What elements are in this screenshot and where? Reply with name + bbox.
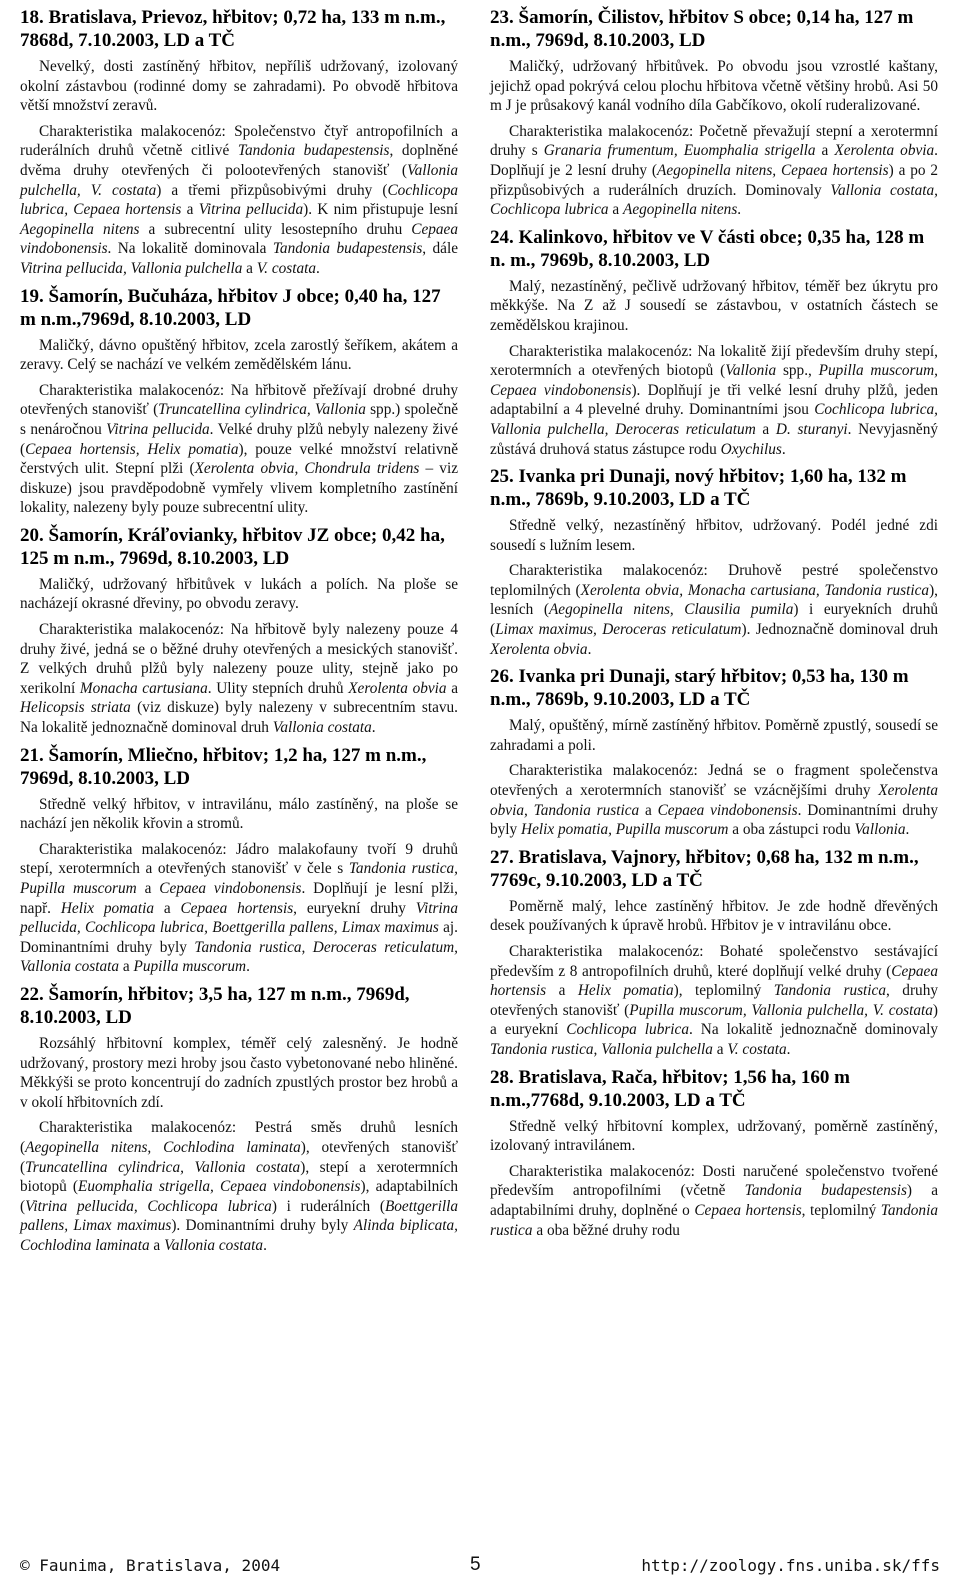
- locality-description: Malý, opuštěný, mírně zastíněný hřbitov. Poměrně zpustlý, sousedí se zahradami a poli.: [490, 717, 938, 754]
- malacocenosis-characteristics: Charakteristika malakocenóz: Pestrá směs druhů lesních (Aegopinella nitens, Cochlodina laminata), otevřených stanovišť (Truncatellina cylindrica, Vallonia costata), stepí a xerotermních biotopů (Euomphalia strigella, Cepaea vindobonensis), adaptabilních (Vitrina pellucida, Cochlicopa lubrica) i ruderálních (Boettgerilla pallens, Limax maximus). Dominantními druhy byly Alinda biplicata, Cochlodina laminata a Vallonia costata.: [20, 1119, 459, 1254]
- locality-section-19: [20, 285, 458, 518]
- locality-heading: 23. Šamorín, Čilistov, hřbitov S obce; 0,14 ha, 127 m n.m., 7969d, 8.10.2003, LD: [490, 7, 914, 51]
- malacocenosis-characteristics: Charakteristika malakocenóz: Společenstvo čtyř antropofilních a ruderálních druhů včetně citlivé Tandonia budapestensis, doplněné dvěma druhy otevřených či polootevřených stanovišť (Vallonia pulchella, V. costata) a třemi přizpůsobivými druhy (Cochlicopa lubrica, Cepaea hortensis a Vitrina pellucida). K nim přistupuje lesní Aegopinella nitens a subrecentní ulity lesostepního druhu Cepaea vindobonensis. Na lokalitě dominovala Tandonia budapestensis, dále Vitrina pellucida, Vallonia pulchella a V. costata.: [20, 122, 458, 277]
- locality-section-21: [20, 744, 458, 977]
- malacocenosis-characteristics: Charakteristika malakocenóz: Na lokalitě žijí především druhy stepí, xerotermních a otevřených biotopů (Vallonia spp., Pupilla muscorum, Cepaea vindobonensis). Doplňují je tři velké lesní druhy plžů, jeden adaptabilní a 4 plevelné druhy. Dominantními jsou Cochlicopa lubrica, Vallonia pulchella, Deroceras reticulatum a D. sturanyi. Nevyjasněný zůstává druhová status zástupce rodu Oxychilus.: [490, 342, 938, 458]
- locality-heading: 24. Kalinkovo, hřbitov ve V části obce; 0,35 ha, 128 m n. m., 7969b, 8.10.2003, LD: [490, 226, 925, 271]
- malacocenosis-characteristics: Charakteristika malakocenóz: Na hřbitově byly nalezeny pouze 4 druhy živé, jedná se o běžné druhy otevřených a mesických stanovišť. Z velkých druhů plžů byly nalezeny pouze ulity, stejně jako po xerikolní Monacha cartusiana. Ulity stepních druhů Xerolenta obvia a Helicopsis striata (viz diskuze) byly nalezeny v subrecentním stavu. Na lokalitě jednoznačně dominoval druh Vallonia costata.: [20, 621, 459, 737]
- locality-description: Maličký, udržovaný hřbitůvek. Po obvodu jsou vzrostlé kaštany, jejichž opad pokrývá celou plochu hřbitova včetně většiny hrobů. Asi 50 m J je průsakový kanál vodního díla Gabčíkovo, okolí ruderalizované.: [490, 58, 938, 115]
- locality-heading: 27. Bratislava, Vajnory, hřbitov; 0,68 ha, 132 m n.m., 7769c, 9.10.2003, LD a TČ: [490, 846, 919, 891]
- malacocenosis-characteristics: Charakteristika malakocenóz: Dosti naručené společenstvo tvořené především antropofilními (včetně Tandonia budapestensis) a adaptabilními druhy, doplněné o Cepaea hortensis, teplomilný Tandonia rustica a oba běžné druhy rodu: [490, 1162, 938, 1239]
- locality-heading: 18. Bratislava, Prievoz, hřbitov; 0,72 ha, 133 m n.m., 7868d, 7.10.2003, LD a TČ: [20, 7, 446, 51]
- left-column: [20, 6, 458, 1262]
- right-column: [490, 6, 938, 1246]
- locality-description: Poměrně malý, lehce zastíněný hřbitov. Je zde hodně dřevěných desek používaných k úpravě hrobů. Hřbitov je v intravilánu obce.: [490, 897, 938, 935]
- locality-heading: 26. Ivanka pri Dunaji, starý hřbitov; 0,53 ha, 130 m n.m., 7869b, 9.10.2003, LD a TČ: [490, 666, 909, 711]
- locality-heading: 20. Šamorín, Kráľovianky, hřbitov JZ obce; 0,42 ha, 125 m n.m., 7969d, 8.10.2003, LD: [20, 524, 445, 569]
- locality-section-28: [490, 1066, 938, 1241]
- locality-heading: 21. Šamorín, Mliečno, hřbitov; 1,2 ha, 127 m n.m., 7969d, 8.10.2003, LD: [20, 744, 427, 789]
- page-number: 5: [470, 1554, 481, 1575]
- locality-description: Středně velký hřbitov, v intravilánu, málo zastíněný, na ploše se nachází jen několik křovin a stromů.: [20, 795, 458, 833]
- locality-description: Středně velký hřbitovní komplex, udržovaný, poměrně zastíněný, izolovaný intravilánem.: [490, 1117, 938, 1155]
- footer-copyright: © Faunima, Bratislava, 2004: [20, 1556, 281, 1575]
- locality-heading: 25. Ivanka pri Dunaji, nový hřbitov; 1,60 ha, 132 m n.m., 7869b, 9.10.2003, LD a TČ: [490, 466, 907, 511]
- locality-section-27: [490, 846, 938, 1060]
- malacocenosis-characteristics: Charakteristika malakocenóz: Početně převažují stepní a xerotermní druhy s Granaria frumentum, Euomphalia strigella a Xerolenta obvia. Doplňují je 2 lesní druhy (Aegopinella nitens, Cepaea hortensis) a po 2 přizpůsobivých a ruderálních druzích. Dominovaly Vallonia costata, Cochlicopa lubrica a Aegopinella nitens.: [490, 122, 939, 219]
- malacocenosis-characteristics: Charakteristika malakocenóz: Bohaté společenstvo sestávající především z 8 antropofilních druhů, které doplňují velké druhy (Cepaea hortensis a Helix pomatia), teplomilný Tandonia rustica, druhy otevřených stanovišť (Pupilla muscorum, Vallonia pulchella, V. costata) a euryekní Cochlicopa lubrica. Na lokalitě jednoznačně dominovaly Tandonia rustica, Vallonia pulchella a V. costata.: [490, 943, 938, 1058]
- locality-heading: 28. Bratislava, Rača, hřbitov; 1,56 ha, 160 m n.m.,7768d, 9.10.2003, LD a TČ: [490, 1066, 850, 1111]
- malacocenosis-characteristics: Charakteristika malakocenóz: Jádro malakofauny tvoří 9 druhů stepí, xerotermních a otevřených stanovišť v čele s Tandonia rustica, Pupilla muscorum a Cepaea vindobonensis. Doplňují je lesní plži, např. Helix pomatia a Cepaea hortensis, euryekní druhy Vitrina pellucida, Cochlicopa lubrica, Boettgerilla pallens, Limax maximus aj. Dominantními druhy byly Tandonia rustica, Deroceras reticulatum, Vallonia costata a Pupilla muscorum.: [20, 840, 459, 976]
- locality-section-26: [490, 665, 938, 840]
- locality-heading: 22. Šamorín, hřbitov; 3,5 ha, 127 m n.m., 7969d, 8.10.2003, LD: [20, 983, 410, 1028]
- malacocenosis-characteristics: Charakteristika malakocenóz: Na hřbitově přežívají drobné druhy otevřených stanovišť (Truncatellina cylindrica, Vallonia spp.) společně s nenáročnou Vitrina pellucida. Velké druhy plžů nebyly nalezeny živé (Cepaea hortensis, Helix pomatia), pouze velké množství relativně čerstvých ulit. Stepní plži (Xerolenta obvia, Chondrula tridens – viz diskuze) jsou pravděpodobně vymřely vlivem kompletního zastínění lokality, nalezeny byly pouze subrecentní ulity.: [20, 381, 459, 517]
- locality-description: Středně velký, nezastíněný hřbitov, udržovaný. Podél jedné zdi sousedí s lužním lesem.: [490, 517, 938, 554]
- locality-description: Maličký, udržovaný hřbitůvek v lukách a polích. Na ploše se nacházejí okrasné dřeviny, po obvodu zeravy.: [20, 575, 458, 613]
- locality-description: Maličký, dávno opuštěný hřbitov, zcela zarostlý šeříkem, akátem a zeravy. Celý se nachází ve velkém zemědělském lánu.: [20, 336, 458, 374]
- locality-section-20: [20, 524, 458, 738]
- locality-section-25: [490, 465, 938, 659]
- locality-heading: 19. Šamorín, Bučuháza, hřbitov J obce; 0,40 ha, 127 m n.m.,7969d, 8.10.2003, LD: [20, 285, 441, 330]
- malacocenosis-characteristics: Charakteristika malakocenóz: Druhově pestré společenstvo teplomilných (Xerolenta obvia, Monacha cartusiana, Tandonia rustica), lesních (Aegopinella nitens, Clausilia pumila) i euryekních druhů (Limax maximus, Deroceras reticulatum). Jednoznačně dominoval druh Xerolenta obvia.: [490, 562, 938, 658]
- malacocenosis-characteristics: Charakteristika malakocenóz: Jedná se o fragment společenstva otevřených a xerotermních stanovišť se vzácnějšími druhy Xerolenta obvia, Tandonia rustica a Cepaea vindobonensis. Dominantními druhy byly Helix pomatia, Pupilla muscorum a oba zástupci rodu Vallonia.: [490, 762, 938, 839]
- locality-section-23: [490, 6, 938, 220]
- locality-section-18: [20, 6, 458, 279]
- locality-section-22: [20, 983, 458, 1256]
- footer-url: http://zoology.fns.uniba.sk/ffs: [641, 1556, 940, 1575]
- locality-description: Malý, nezastíněný, pečlivě udržovaný hřbitov, téměř bez úkrytu pro měkkýše. Na Z až J sousedí se zástavbou, v ostatních částech se zemědělskou krajinou.: [490, 277, 938, 334]
- locality-description: Nevelký, dosti zastíněný hřbitov, nepříliš udržovaný, izolovaný okolní zástavbou (rodinné domy se zahradami). Po obvodě hřbitova větší množství zeravů.: [20, 58, 458, 115]
- locality-description: Rozsáhlý hřbitovní komplex, téměř celý zalesněný. Je hodně udržovaný, prostory mezi hroby jsou často vybetonované nebo hliněné. Měkkýši se proto koncentrují do zadních zpustlých prostor bez hrobů a v okolí hřbitovních zdí.: [20, 1034, 458, 1111]
- page-footer: [0, 1556, 960, 1582]
- locality-section-24: [490, 226, 938, 459]
